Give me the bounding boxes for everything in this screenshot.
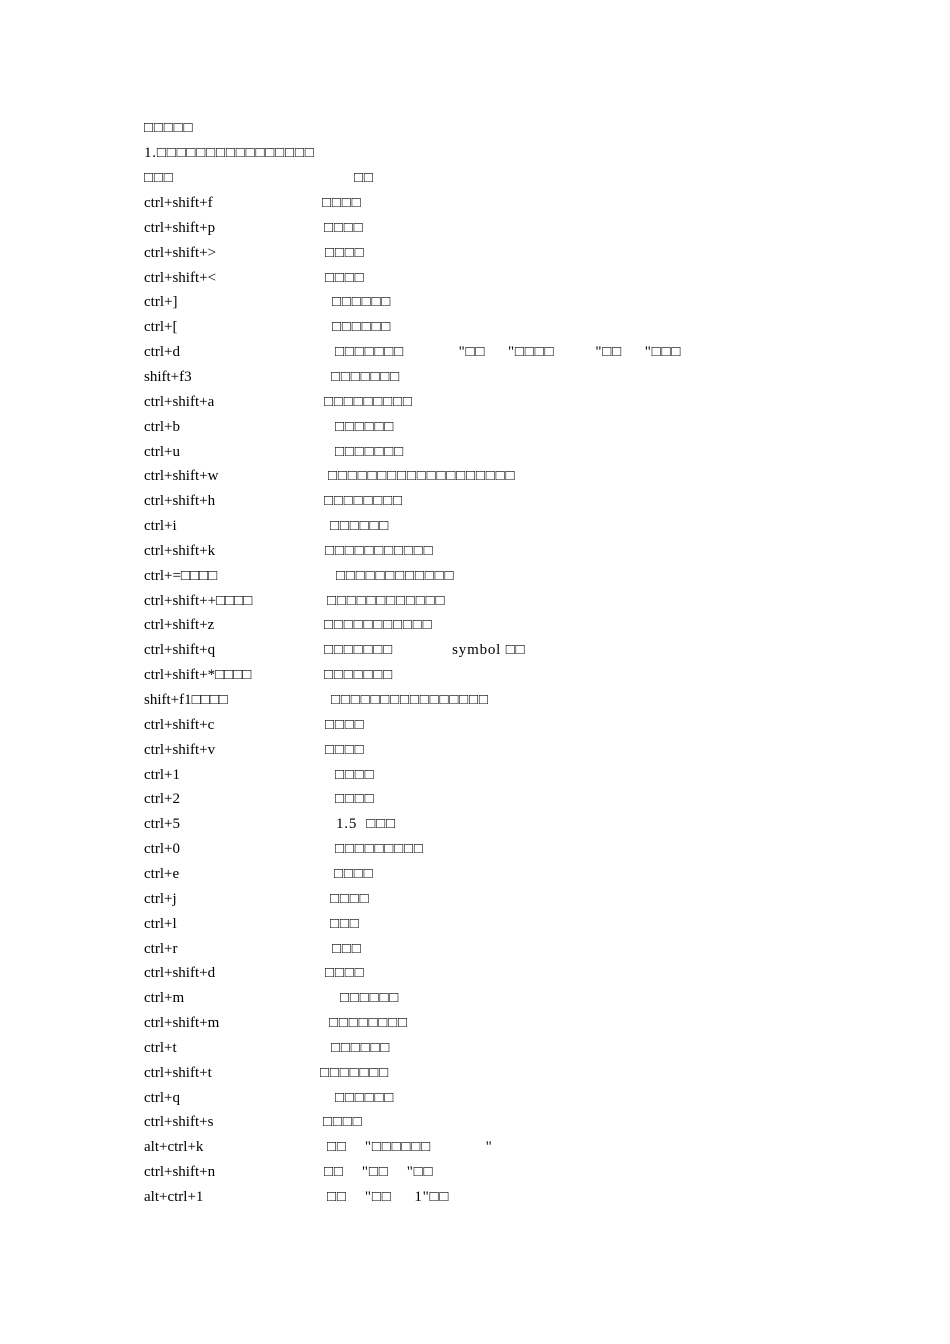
shortcut-description: □□□□ bbox=[334, 865, 374, 882]
shortcut-description: □□□□□□ bbox=[332, 319, 392, 336]
shortcut-key: ctrl+2 bbox=[144, 791, 180, 808]
shortcut-description: □□□□ bbox=[325, 244, 365, 261]
shortcut-key: ctrl+i bbox=[144, 518, 177, 535]
shortcut-key: ctrl+d bbox=[144, 344, 180, 361]
shortcut-description: □□□□ bbox=[325, 716, 365, 733]
shortcut-description: □□□□□□ bbox=[330, 518, 390, 535]
shortcut-key: ctrl+shift+m bbox=[144, 1015, 220, 1032]
header-key-label: □□□ bbox=[144, 170, 174, 186]
shortcut-key: ctrl+r bbox=[144, 940, 178, 957]
section-heading: 1.□□□□□□□□□□□□□□□□ bbox=[144, 145, 315, 161]
shortcut-key: ctrl+1 bbox=[144, 766, 180, 783]
shortcut-description: □□□□□□ bbox=[335, 1089, 395, 1106]
shortcut-key: ctrl+shift+c bbox=[144, 716, 215, 733]
shortcut-key: shift+f1□□□□ bbox=[144, 692, 228, 708]
shortcut-key: ctrl+shift+d bbox=[144, 965, 216, 982]
shortcut-key: ctrl+shift+*□□□□ bbox=[144, 667, 252, 684]
shortcut-description: □□□□□□ bbox=[332, 294, 392, 311]
shortcut-description: □□ "□□ "□□ bbox=[324, 1164, 434, 1181]
shortcut-key: ctrl+shift+a bbox=[144, 393, 215, 410]
shortcut-description: □□□□□□□□□ bbox=[335, 841, 424, 858]
shortcut-description: □□□ bbox=[332, 940, 362, 957]
shortcut-key: ctrl+shift+q bbox=[144, 642, 216, 659]
shortcut-key: ctrl+q bbox=[144, 1089, 180, 1106]
shortcut-description: □□□□ bbox=[335, 791, 375, 808]
shortcut-description: □□□□□□□ bbox=[331, 368, 401, 385]
shortcut-description: □□□□ bbox=[335, 766, 375, 783]
shortcut-description: □□□□□□□ bbox=[320, 1064, 390, 1081]
shortcut-key: ctrl+shift+p bbox=[144, 219, 216, 236]
shortcut-key: ctrl+shift+z bbox=[144, 617, 215, 634]
shortcut-description: □□□□ bbox=[323, 1114, 363, 1131]
shortcut-description: □□□ bbox=[330, 915, 360, 932]
shortcut-key: ctrl+e bbox=[144, 865, 180, 882]
shortcut-key: ctrl+shift+k bbox=[144, 542, 216, 559]
shortcut-description: □□□□ bbox=[324, 219, 364, 236]
shortcut-key: ctrl+shift+f bbox=[144, 195, 213, 211]
shortcut-description: □□□□ bbox=[330, 890, 370, 907]
shortcut-key: ctrl+shift+s bbox=[144, 1114, 214, 1131]
shortcut-key: ctrl+t bbox=[144, 1039, 177, 1056]
shortcut-key: ctrl+5 bbox=[144, 816, 180, 833]
shortcut-key: ctrl+shift+h bbox=[144, 493, 216, 510]
shortcut-description: □□□□□□□□ bbox=[324, 493, 403, 510]
shortcut-description: □□□□□□□ symbol □□ bbox=[324, 642, 526, 659]
shortcut-description: □□□□□□□□□□□□□□□□ bbox=[331, 692, 489, 708]
shortcut-description: □□□□ bbox=[325, 269, 365, 286]
shortcut-description: □□□□□□ bbox=[331, 1039, 391, 1056]
shortcut-key: ctrl+u bbox=[144, 443, 180, 460]
shortcut-key: ctrl+[ bbox=[144, 319, 178, 336]
shortcut-description: □□□□□□ bbox=[335, 418, 395, 435]
shortcut-key: ctrl+shift+n bbox=[144, 1164, 216, 1181]
shortcut-key: ctrl+shift+> bbox=[144, 244, 217, 261]
shortcut-description: □□□□□□□□□□□ bbox=[324, 617, 433, 634]
shortcut-key: alt+ctrl+k bbox=[144, 1139, 204, 1156]
shortcut-description: □□□□□□□□ bbox=[329, 1015, 408, 1032]
shortcut-key: ctrl+l bbox=[144, 915, 177, 932]
shortcut-description: □□□□□□□□□□□□ bbox=[327, 592, 446, 609]
shortcut-description: □□□□□□□□□□□□□□□□□□□ bbox=[328, 468, 516, 485]
shortcut-key: ctrl+0 bbox=[144, 841, 180, 858]
table-header bbox=[144, 168, 374, 188]
shortcut-description: □□ "□□□□□□ " bbox=[327, 1139, 493, 1156]
shortcut-description: □□□□□□□□□□□ bbox=[325, 542, 434, 559]
shortcut-key: alt+ctrl+1 bbox=[144, 1189, 204, 1205]
shortcut-key: ctrl+j bbox=[144, 890, 177, 907]
shortcut-key: ctrl+shift+< bbox=[144, 269, 217, 286]
shortcut-key: ctrl+shift+v bbox=[144, 741, 216, 758]
shortcut-key: ctrl+b bbox=[144, 418, 180, 435]
shortcut-key: ctrl+m bbox=[144, 990, 185, 1007]
shortcut-description: □□□□ bbox=[325, 965, 365, 982]
shortcut-description: □□ "□□ 1"□□ bbox=[327, 1189, 450, 1205]
shortcut-key: ctrl+shift++□□□□ bbox=[144, 592, 253, 609]
shortcut-key: ctrl+shift+t bbox=[144, 1064, 212, 1081]
shortcut-description: □□□□□□□ bbox=[335, 443, 405, 460]
shortcut-description: □□□□□□□ bbox=[324, 667, 394, 684]
shortcut-key: ctrl+] bbox=[144, 294, 178, 311]
shortcut-key: ctrl+shift+w bbox=[144, 468, 219, 485]
shortcut-description: □□□□□□□ "□□ "□□□□ "□□ "□□□ bbox=[335, 344, 682, 361]
header-desc-label: □□ bbox=[354, 170, 374, 186]
shortcut-description: □□□□ bbox=[325, 741, 365, 758]
document-title: □□□□□ bbox=[144, 120, 194, 136]
shortcut-key: shift+f3 bbox=[144, 368, 192, 385]
shortcut-description: □□□□ bbox=[322, 195, 362, 211]
shortcut-description: □□□□□□□□□□□□ bbox=[336, 567, 455, 584]
shortcut-description: 1.5 □□□ bbox=[336, 816, 396, 833]
shortcut-description: □□□□□□ bbox=[340, 990, 400, 1007]
shortcut-description: □□□□□□□□□ bbox=[324, 393, 413, 410]
shortcut-key: ctrl+=□□□□ bbox=[144, 567, 218, 584]
